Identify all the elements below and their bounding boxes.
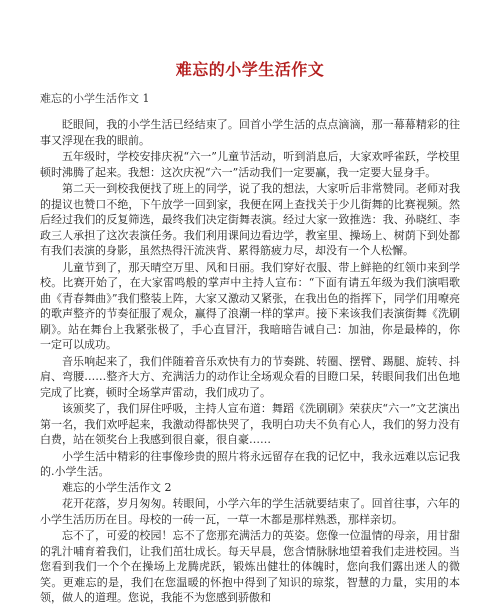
document-title: 难忘的小学生活作文 [175, 60, 325, 79]
paragraph: 小学生活中精彩的往事像珍贵的照片将永远留存在我的记忆中，我永远难以忘记我的.小学生活。 [40, 449, 460, 478]
section-subtitle: 难忘的小学生活作文 2 [62, 480, 172, 494]
paragraph: 第二天一到校我便找了班上的同学，说了我的想法，大家听后非常赞同。老师对我的提议也赞口不绝，下午放学一回到家，我便在网上查找关于少儿街舞的比赛视频。然后经过我们的反复筛选，最终我们决定街舞表演。经过大家一致推选：我、孙晓红、李政三人承担了这次表演任务。我们利用课间边看边学，教室里、操场上、树荫下到处都有我们表演的身影，虽然热得汗流浃背、累得筋疲力尽，却没有一个人松懈。 [40, 182, 460, 257]
paragraph: 花开花落，岁月匆匆。转眼间，小学六年的学生活就要结束了。回首往事，六年的小学生活历历在目。母校的一砖一瓦，一草一木都是那样熟悉，那样亲切。 [40, 497, 460, 526]
essay-section-2 [40, 480, 460, 606]
paragraph: 忘不了，可爱的校园！忘不了您那充满活力的英姿。您像一位温情的母亲，用甘甜的乳汁哺育着我们，让我们茁壮成长。每天早晨，您含情脉脉地望着我们走进校园。当您看到我们一个个在操场上龙腾虎跃，锻炼出健壮的体魄时，您向我们露出迷人的微笑。更难忘的是，我们在您温暖的怀抱中得到了知识的琼浆，智慧的力量，实用的本领，做人的道理。您说，我能不为您感到骄傲和 [40, 529, 460, 604]
paragraph: 音乐响起来了，我们伴随着音乐欢快有力的节奏跳、转圈、摆臂、踢腿、旋转、抖肩、弯腰……整齐大方、充满活力的动作让全场观众看的目瞪口呆，转眼间我们出色地完成了比赛，顿时全场掌声雷动，我们成功了。 [40, 354, 460, 399]
essay-section-1 [40, 90, 460, 480]
paragraph: 五年级时，学校安排庆祝“六一”儿童节活动，听到消息后，大家欢呼雀跃，学校里顿时沸腾了起来。我想：这次庆祝“六一”活动我们一定要赢，我一定要大显身手。 [40, 150, 460, 179]
section-subtitle: 难忘的小学生活作文 1 [40, 92, 150, 105]
paragraph: 眨眼间，我的小学生活已经结束了。回首小学生活的点点滴滴，那一幕幕精彩的往事又浮现在我的眼前。 [40, 118, 460, 147]
paragraph: 儿童节到了，那天晴空万里、风和日丽。我们穿好衣服、带上鲜艳的红领巾来到学校。比赛开始了，在大家雷鸣般的掌声中主持人宣布：“下面有请五年级为我们演唱歌曲《青春舞曲》”我们整装上阵，大家又激动又紧张，在我出色的指挥下，同学们用嘹亮的歌声整齐的节奏征服了观众，赢得了浪潮一样的掌声。接下来该我们表演街舞《洗刷刷》。站在舞台上我紧张极了，手心直冒汗，我暗暗告诫自己：加油，你是最棒的，你一定可以成功。 [40, 260, 460, 351]
paragraph: 该颁奖了，我们屏住呼吸，主持人宣布道：舞蹈《洗刷刷》荣获庆“六一”文艺演出第一名，我们欢呼起来，我激动得都快哭了，我明白功夫不负有心人，我们的努力没有白费，站在领奖台上我感到很自豪，很自豪…… [40, 402, 460, 446]
